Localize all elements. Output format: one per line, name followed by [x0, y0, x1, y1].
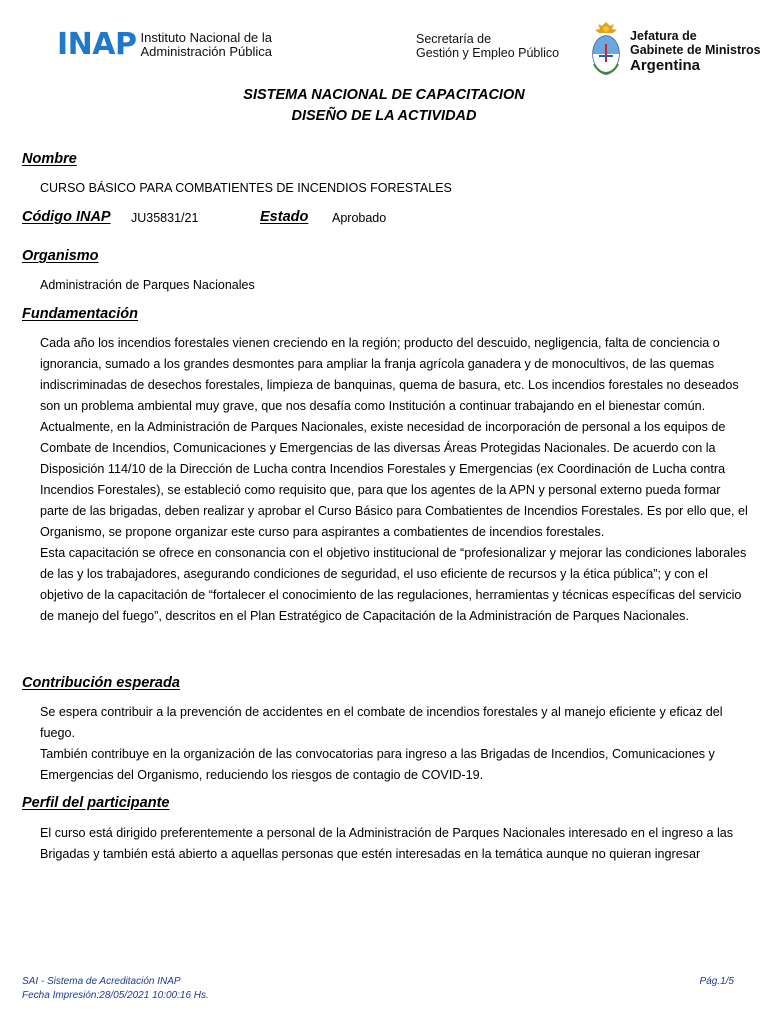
secretaria-logo — [416, 32, 559, 60]
inap-subtitle — [140, 31, 272, 59]
contribucion-paragraph: También contribuye en la organización de las convocatorias para ingreso a las Brigadas de Incendios, Comunicaciones y Emergencias del Organismo, reduciendo los riesgos de contagio de COVID-19. — [40, 747, 715, 782]
inap-logo — [57, 27, 273, 62]
inap-subtitle-line2: Administración Pública — [140, 44, 272, 59]
fundamentacion-paragraph: Actualmente, en la Administración de Parques Nacionales, existe necesidad de incorporación de personal a los equipos de Combate de Incendios, Comunicaciones y Emergencias de las diversas Áreas Protegidas Nacionales. De acuerdo con la Disposición 114/10 de la Dirección de Lucha contra Incendios Forestales y Emergencias (ex Coordinación de Lucha contra Incendios Forestales), se estableció como requisito que, para que los agentes de la APN y personal externo pueda formar parte de las brigadas, deben realizar y aprobar el Curso Básico para Combatientes de Incendios Forestales. Es por ello que, el Organismo, se propone organizar este curso para aspirantes a combatientes de incendios forestales. — [40, 420, 748, 539]
footer-print-date: Fecha Impresión:28/05/2021 10:00:16 Hs. — [22, 990, 209, 1001]
document-subtitle: DISEÑO DE LA ACTIVIDAD — [291, 108, 477, 124]
jefatura-line1: Jefatura de — [630, 29, 697, 43]
codigo-value: JU35831/21 — [131, 211, 199, 225]
contribucion-paragraph: Se espera contribuir a la prevención de accidentes en el combate de incendios forestales y al manejo eficiente y eficaz del fuego. — [40, 705, 723, 740]
fundamentacion-body — [40, 333, 748, 627]
perfil-body — [40, 823, 748, 865]
organismo-value: Administración de Parques Nacionales — [40, 278, 255, 292]
page-number: Pág.1/5 — [699, 976, 734, 987]
inap-wordmark: INAP — [57, 27, 137, 62]
jefatura-logo — [590, 20, 761, 78]
secretaria-line1: Secretaría de — [416, 32, 492, 46]
fundamentacion-heading: Fundamentación — [22, 306, 139, 322]
document-header — [0, 14, 768, 74]
contribucion-body — [40, 702, 748, 786]
perfil-heading: Perfil del participante — [22, 795, 170, 811]
codigo-heading: Código INAP — [22, 209, 111, 225]
fundamentacion-paragraph: Cada año los incendios forestales vienen creciendo en la región; producto del descuido, negligencia, falta de conciencia o ignorancia, sumado a los grandes desmontes para ampliar la franja agrícola ganadera y de monocultivos, de las quemas indiscriminadas de desechos forestales, limpieza de banquinas, quema de basura, etc. Los incendios forestales no deseados son un problema ambiental muy grave, que nos desafía como Institución a continuar trabajando en el bienestar común. — [40, 336, 739, 413]
nombre-value: CURSO BÁSICO PARA COMBATIENTES DE INCENDIOS FORESTALES — [40, 181, 452, 195]
contribucion-heading: Contribución esperada — [22, 675, 180, 691]
document-title: SISTEMA NACIONAL DE CAPACITACION — [243, 87, 525, 103]
estado-heading: Estado — [260, 209, 309, 225]
footer-system: SAI - Sistema de Acreditación INAP — [22, 976, 181, 987]
estado-value: Aprobado — [332, 211, 387, 225]
jefatura-line2: Gabinete de Ministros — [630, 43, 761, 57]
perfil-paragraph: El curso está dirigido preferentemente a personal de la Administración de Parques Nacionales interesado en el ingreso a las Brigadas y también está abierto a aquellas personas que estén interesadas en la temática aunque no quieran ingresar — [40, 826, 734, 861]
secretaria-line2: Gestión y Empleo Público — [416, 46, 560, 60]
organismo-heading: Organismo — [22, 248, 99, 264]
fundamentacion-paragraph: Esta capacitación se ofrece en consonancia con el objetivo institucional de “profesionalizar y mejorar las condiciones laborales de las y los trabajadores, asegurando condiciones de seguridad, el uso eficiente de recursos y la ética pública”; y con el objetivo de la capacitación de “fortalecer el conocimiento de las regulaciones, herramientas y técnicas específicas del servicio de manejo del fuego”, descritos en el Plan Estratégico de Capacitación de la Administración de Parques Nacionales. — [40, 546, 747, 623]
jefatura-line3: Argentina — [630, 57, 701, 74]
inap-subtitle-line1: Instituto Nacional de la — [140, 30, 273, 45]
nombre-heading: Nombre — [22, 151, 77, 167]
argentina-shield-icon — [590, 20, 622, 78]
